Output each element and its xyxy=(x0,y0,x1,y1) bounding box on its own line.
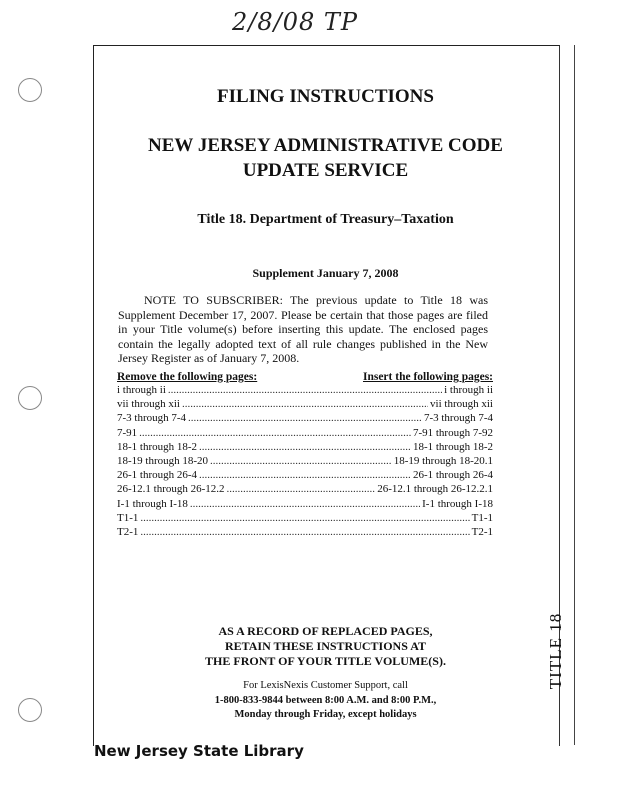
remove-pages: 26-12.1 through 26-12.2 xyxy=(117,483,225,496)
insert-pages: 7-3 through 7-4 xyxy=(423,412,493,425)
leader-dots xyxy=(199,441,411,453)
remove-header: Remove the following pages: xyxy=(117,371,258,383)
remove-pages: T2-1 xyxy=(117,525,139,538)
page-row xyxy=(117,384,493,398)
remove-pages: i through ii xyxy=(117,384,166,396)
page-replacement-list xyxy=(117,371,493,540)
insert-pages: 18-1 through 18-2 xyxy=(412,440,493,453)
record-notice-line3: THE FRONT OF YOUR TITLE VOLUME(S). xyxy=(205,654,446,668)
supplement-date: Supplement January 7, 2008 xyxy=(252,266,399,280)
title-department: Title 18. Department of Treasury–Taxation xyxy=(197,212,454,227)
note-to-subscriber: NOTE TO SUBSCRIBER: The previous update to Title 18 was Supplement December 17, 2007. Please be certain that those pages are filed in your Title volume(s) before inserting this update. The enclosed pages contain the legally adopted text of all rule changes published in the New Jersey Register as of January 7, 2008. xyxy=(118,293,488,365)
leader-dots xyxy=(168,384,442,396)
leader-dots xyxy=(188,412,422,424)
page-row xyxy=(117,427,493,441)
title-tab xyxy=(536,596,576,706)
punch-hole xyxy=(18,386,42,410)
leader-dots xyxy=(210,455,392,467)
handwritten-date-text: 2/8/08 TP xyxy=(232,8,359,36)
punch-hole xyxy=(18,698,42,722)
page-row xyxy=(117,483,493,497)
page-row xyxy=(117,441,493,455)
page-row xyxy=(117,526,493,540)
record-notice-line1: AS A RECORD OF REPLACED PAGES, xyxy=(218,624,433,638)
insert-pages: 7-91 through 7-92 xyxy=(412,426,493,439)
insert-pages: 26-1 through 26-4 xyxy=(412,469,493,482)
insert-header: Insert the following pages: xyxy=(362,371,493,383)
list-header xyxy=(117,371,493,383)
insert-pages: vii through xii xyxy=(430,398,493,411)
remove-pages: 26-1 through 26-4 xyxy=(117,469,198,482)
remove-pages: 18-1 through 18-2 xyxy=(117,440,198,453)
leader-dots xyxy=(227,483,376,495)
leader-dots xyxy=(199,469,411,481)
remove-pages: 18-19 through 18-20 xyxy=(117,454,209,467)
page-row xyxy=(117,469,493,483)
leader-dots xyxy=(140,512,469,524)
insert-pages: i through ii xyxy=(444,384,493,396)
customer-support xyxy=(93,679,558,723)
support-line2: 1-800-833-9844 between 8:00 A.M. and 8:00 P.M., xyxy=(214,694,437,706)
code-title-line2: UPDATE SERVICE xyxy=(242,160,409,181)
record-notice-line2: RETAIN THESE INSTRUCTIONS AT xyxy=(224,639,427,653)
leader-dots xyxy=(139,427,411,439)
code-title-line1: NEW JERSEY ADMINISTRATIVE CODE xyxy=(148,135,503,156)
insert-pages: 18-19 through 18-20.1 xyxy=(393,454,493,467)
leader-dots xyxy=(190,498,420,510)
record-notice xyxy=(93,624,558,669)
handwritten-date xyxy=(232,8,412,48)
leader-dots xyxy=(140,526,469,538)
remove-pages: 7-3 through 7-4 xyxy=(117,412,187,425)
page-row xyxy=(117,455,493,469)
insert-pages: I-1 through I-18 xyxy=(422,497,493,510)
library-stamp: New Jersey State Library xyxy=(94,742,304,760)
title-tab-label: TITLE 18 xyxy=(546,612,565,690)
insert-pages: T2-1 xyxy=(471,525,493,538)
insert-pages: 26-12.1 through 26-12.2.1 xyxy=(377,483,493,496)
page-row xyxy=(117,412,493,426)
support-line1: For LexisNexis Customer Support, call xyxy=(243,680,408,691)
punch-hole xyxy=(18,78,42,102)
remove-pages: 7-91 xyxy=(117,426,138,439)
page-row xyxy=(117,512,493,526)
support-line3: Monday through Friday, except holidays xyxy=(234,709,417,720)
remove-pages: T1-1 xyxy=(117,511,139,524)
page-row xyxy=(117,498,493,512)
remove-pages: I-1 through I-18 xyxy=(117,497,188,510)
insert-pages: T1-1 xyxy=(471,511,493,524)
page-row xyxy=(117,398,493,412)
filing-instructions-heading: FILING INSTRUCTIONS xyxy=(217,86,434,107)
remove-pages: vii through xii xyxy=(117,398,180,411)
leader-dots xyxy=(182,398,428,410)
